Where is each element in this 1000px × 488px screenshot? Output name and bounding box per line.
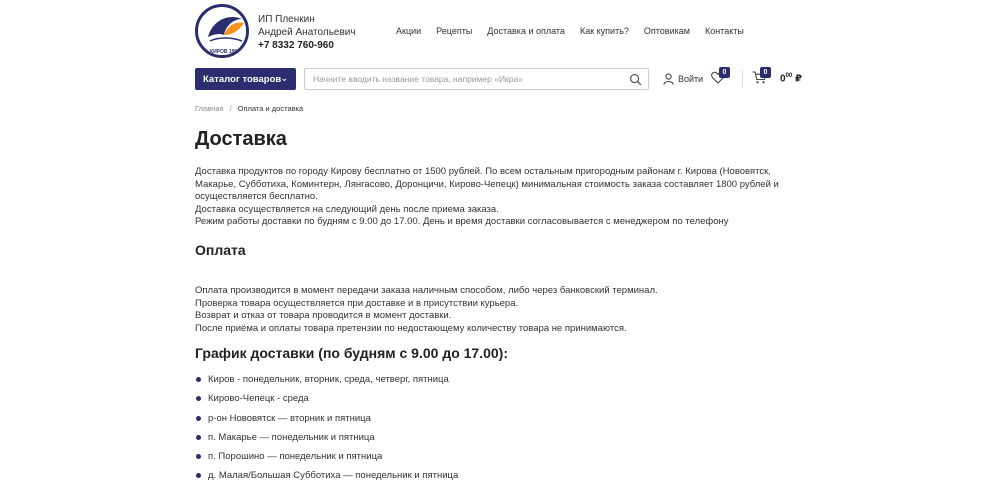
schedule-list	[195, 374, 458, 488]
user-icon	[663, 73, 674, 85]
login-label: Войти	[678, 74, 704, 84]
list-item: Киров - понедельник, вторник, среда, четверг, пятница	[195, 374, 458, 393]
page-title: Доставка	[195, 128, 287, 150]
list-item: п. Макарье — понедельник и пятница	[195, 432, 458, 451]
breadcrumb-separator: /	[229, 104, 232, 113]
nav-link-promotions[interactable]: Акции	[396, 26, 422, 36]
company-phone[interactable]: +7 8332 760-960	[258, 40, 334, 51]
nav-link-how-to-buy[interactable]: Как купить?	[579, 26, 629, 36]
delivery-text-1: Доставка продуктов по городу Кирову бесплатно от 1500 рублей. По всем остальным пригородным районам г. Кирова (Нововятск, Макарье, Субботиха, Коминтерн, Лянгасово, Доронцичи, Кирово-Чепецк) минимальная стоимость заказа составляет 1800 рублей и осуществляется бесплатно.	[195, 166, 779, 202]
company-info	[258, 13, 356, 52]
breadcrumb-current: Оплата и доставка	[237, 104, 304, 113]
nav-link-contacts[interactable]: Контакты	[704, 26, 744, 36]
cart-count-badge: 0	[760, 67, 771, 78]
nav-link-recipes[interactable]: Рецепты	[436, 26, 473, 36]
cart-total-cents: 00	[785, 73, 793, 79]
list-item: Кирово-Чепецк - среда	[195, 393, 458, 412]
search-input[interactable]	[305, 69, 615, 89]
nav-link-wholesale[interactable]: Оптовикам	[643, 26, 690, 36]
nav-link-delivery[interactable]: Доставка и оплата	[487, 26, 565, 36]
favorites-count-badge: 0	[719, 67, 730, 78]
currency-symbol: ₽	[795, 73, 802, 85]
login-button[interactable]	[663, 73, 703, 85]
breadcrumb-home[interactable]: Главная	[195, 104, 224, 113]
delivery-text-2: Доставка осуществляется на следующий день после приема заказа.	[195, 203, 499, 215]
cart-total[interactable]	[780, 73, 802, 84]
list-item: р-он Нововятск — вторник и пятница	[195, 413, 458, 432]
search-icon[interactable]	[629, 73, 642, 86]
payment-text-1: Оплата производится в момент передачи заказа наличным способом, либо через банковский терминал.	[195, 285, 658, 296]
payment-text-4: После приёма и оплаты товара претензии по недостающему количеству товара не принимаются.	[195, 322, 627, 334]
logo-emblem-icon	[198, 7, 249, 58]
chevron-down-icon: ⌄	[280, 73, 288, 83]
payment-text-3: Возврат и отказ от товара проводится в момент доставки.	[195, 310, 452, 321]
payment-paragraph	[195, 285, 807, 335]
favorites-button[interactable]	[711, 71, 725, 89]
top-navigation	[396, 26, 744, 36]
cart-total-main: 0	[780, 73, 786, 85]
catalog-button[interactable]	[195, 68, 296, 90]
delivery-text-3: Режим работы доставки по будням с 9.00 до 17.00. День и время доставки согласовывается с менеджером по телефону	[195, 216, 729, 227]
search-box	[304, 68, 649, 90]
breadcrumb	[195, 104, 303, 113]
delivery-paragraph	[195, 166, 807, 229]
company-name: ИП Пленкин	[258, 14, 315, 25]
company-owner: Андрей Анатольевич	[258, 27, 356, 38]
logo-text: КИРОВ 1994	[210, 49, 240, 55]
cart-button[interactable]	[752, 71, 767, 89]
payment-heading: Оплата	[195, 242, 246, 258]
catalog-button-label: Каталог товаров	[203, 73, 282, 85]
list-item: п. Порошино — понедельник и пятница	[195, 451, 458, 470]
toolbar-divider	[742, 70, 743, 88]
site-logo[interactable]	[195, 4, 249, 58]
payment-text-2: Проверка товара осуществляется при доставке и в присутствии курьера.	[195, 297, 519, 309]
list-item: д. Малая/Большая Субботиха — понедельник и пятница	[195, 470, 458, 488]
schedule-heading: График доставки (по будням с 9.00 до 17.00):	[195, 345, 509, 361]
